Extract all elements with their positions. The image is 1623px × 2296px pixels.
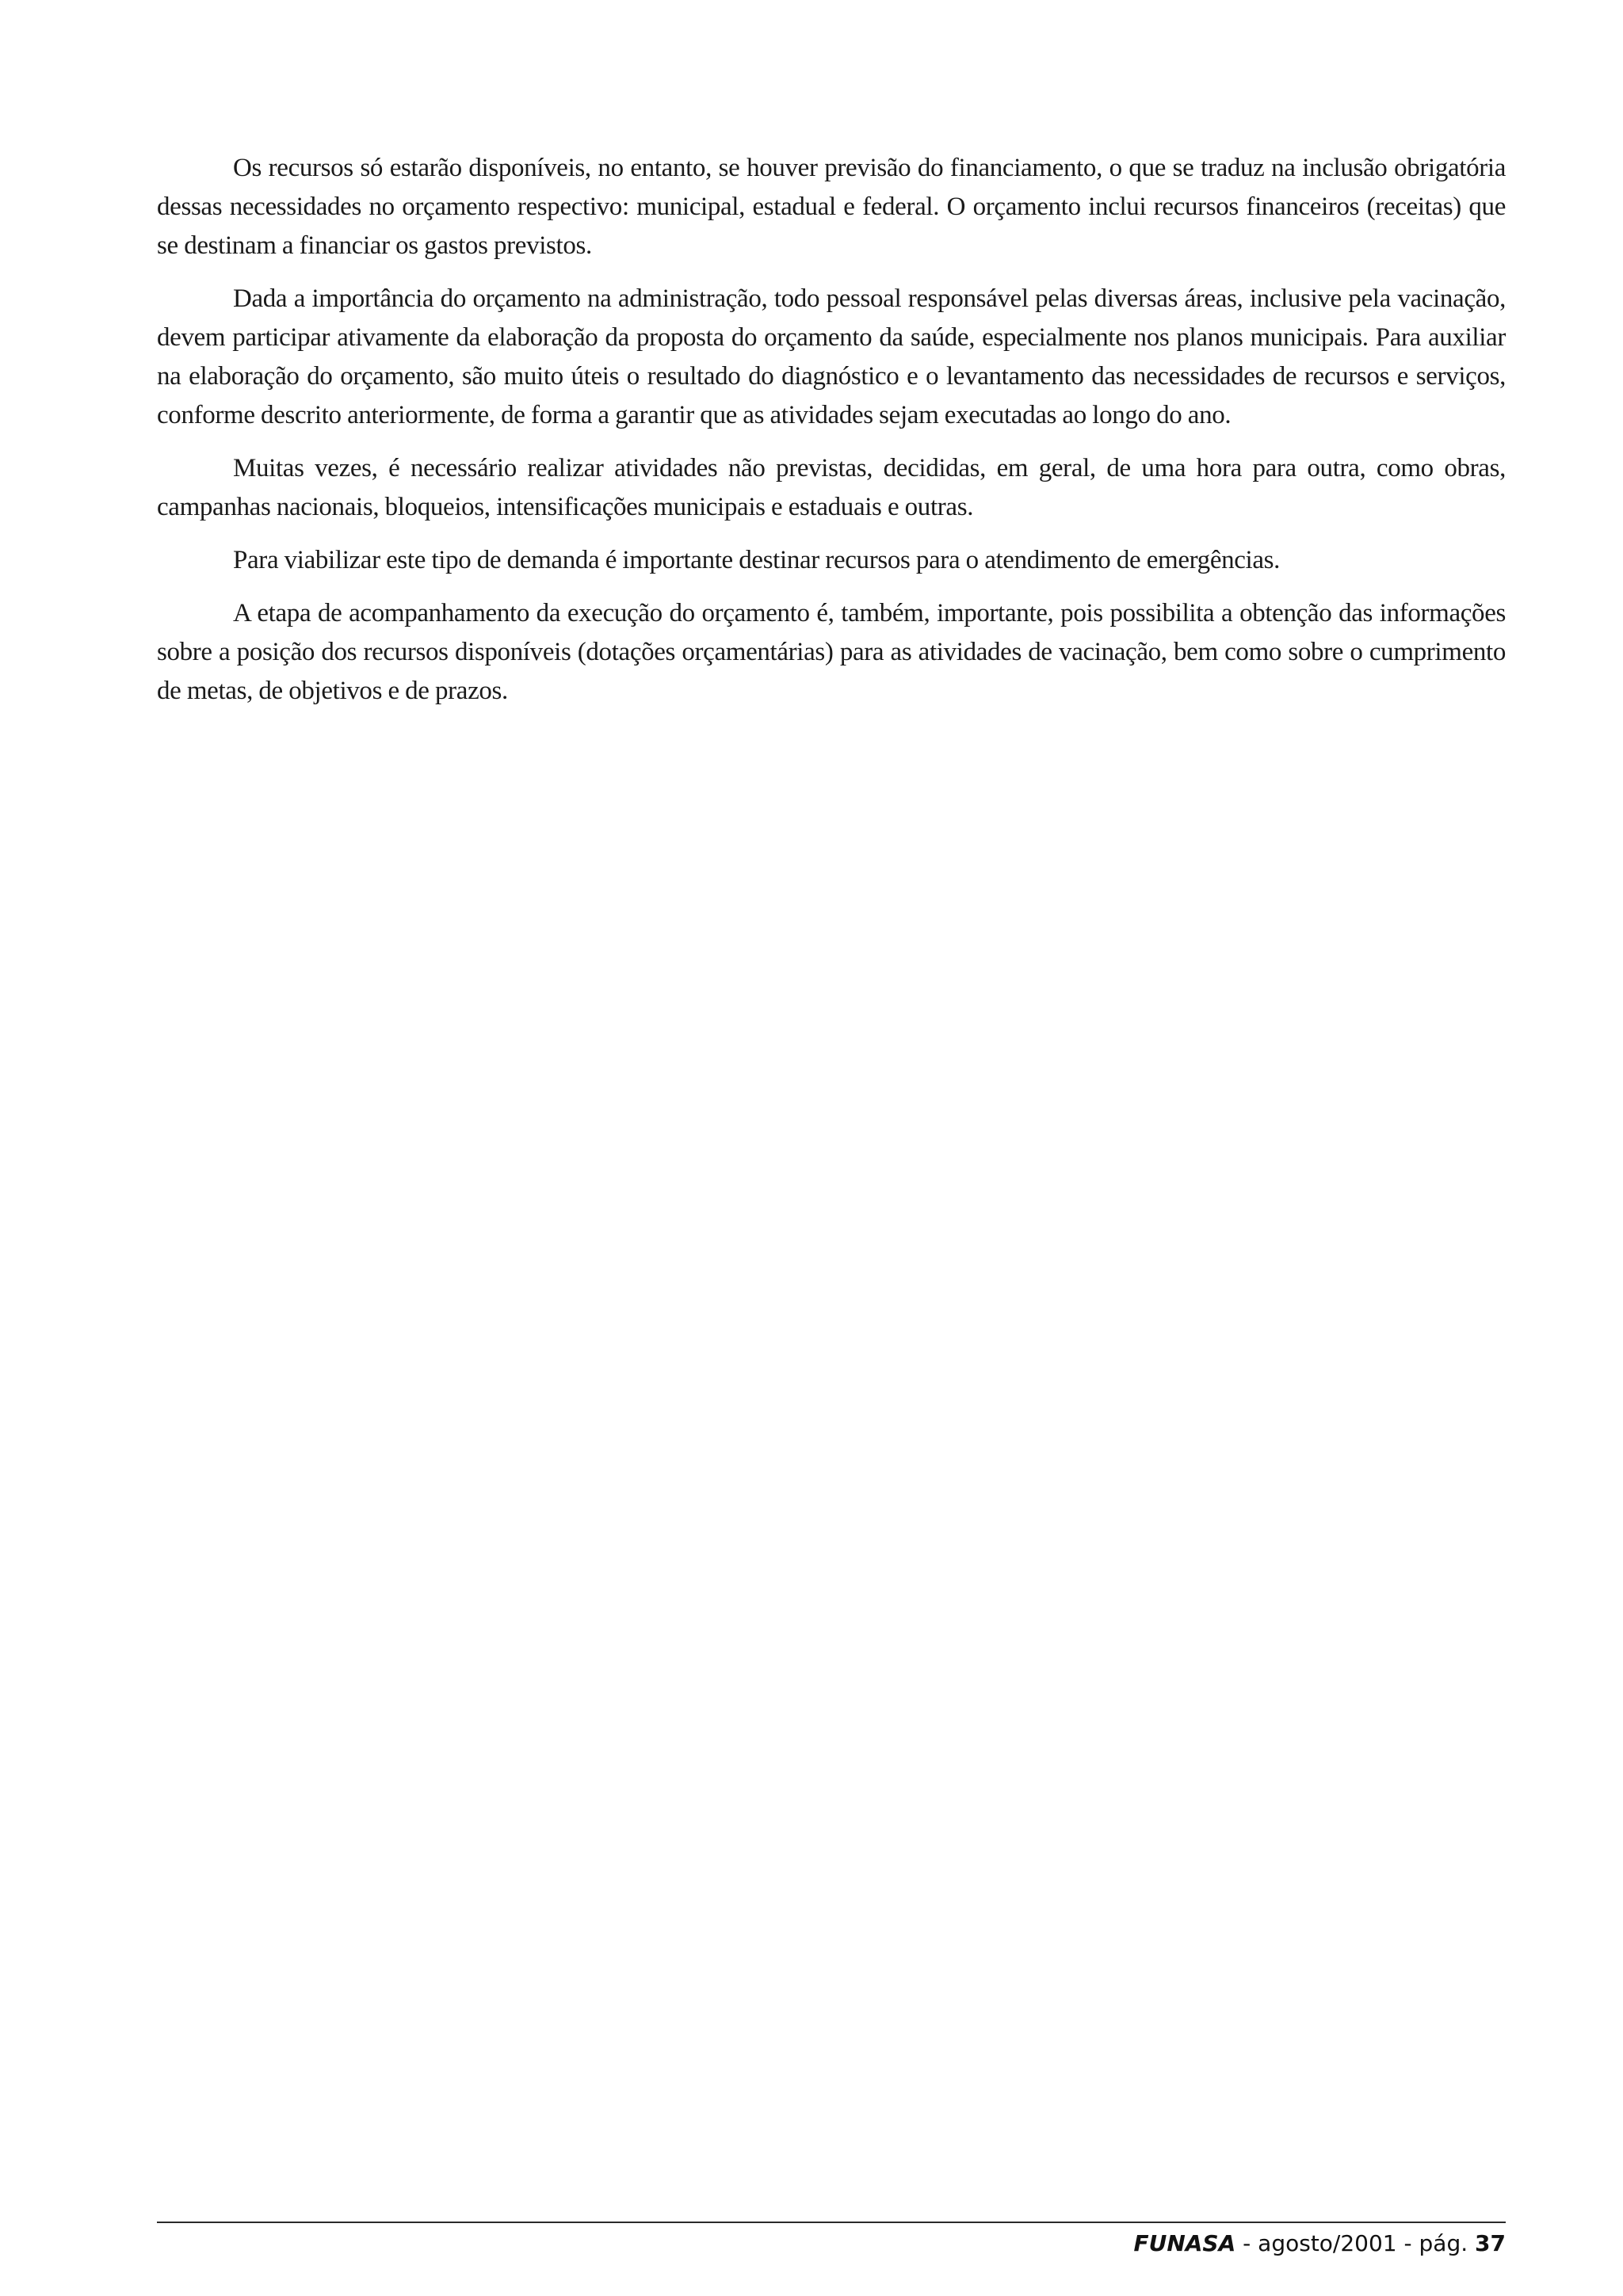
paragraph-unplanned-activities: Muitas vezes, é necessário realizar atividades não previstas, decididas, em geral, de uma hora para outra, como obras, campanhas nacionais, bloqueios, intensificações municipais e estaduais e outras.	[157, 454, 1506, 521]
page-footer	[1133, 2230, 1506, 2257]
footer-divider	[157, 2222, 1506, 2223]
page-number: 37	[1475, 2230, 1506, 2256]
page-body	[157, 149, 1506, 725]
paragraph-emergency-resources: Para viabilizar este tipo de demanda é importante destinar recursos para o atendimento de emergências.	[233, 546, 1281, 574]
footer-org: FUNASA	[1133, 2230, 1236, 2256]
paragraph-budget-monitoring: A etapa de acompanhamento da execução do orçamento é, também, importante, pois possibilita a obtenção das informações sobre a posição dos recursos disponíveis (dotações orçamentárias) para as atividades de vacinação, bem como sobre o cumprimento de metas, de objetivos e de prazos.	[157, 599, 1506, 705]
paragraph-financing: Os recursos só estarão disponíveis, no entanto, se houver previsão do financiamento, o que se traduz na inclusão obrigatória dessas necessidades no orçamento respectivo: municipal, estadual e federal. O orçamento inclui recursos financeiros (receitas) que se destinam a financiar os gastos previstos.	[157, 154, 1506, 260]
footer-date: - agosto/2001 - pág.	[1235, 2230, 1476, 2256]
paragraph-budget-importance: Dada a importância do orçamento na administração, todo pessoal responsável pelas diversas áreas, inclusive pela vacinação, devem participar ativamente da elaboração da proposta do orçamento da saúde, especialmente nos planos municipais. Para auxiliar na elaboração do orçamento, são muito úteis o resultado do diagnóstico e o levantamento das necessidades de recursos e serviços, conforme descrito anteriormente, de forma a garantir que as atividades sejam executadas ao longo do ano.	[157, 284, 1506, 429]
